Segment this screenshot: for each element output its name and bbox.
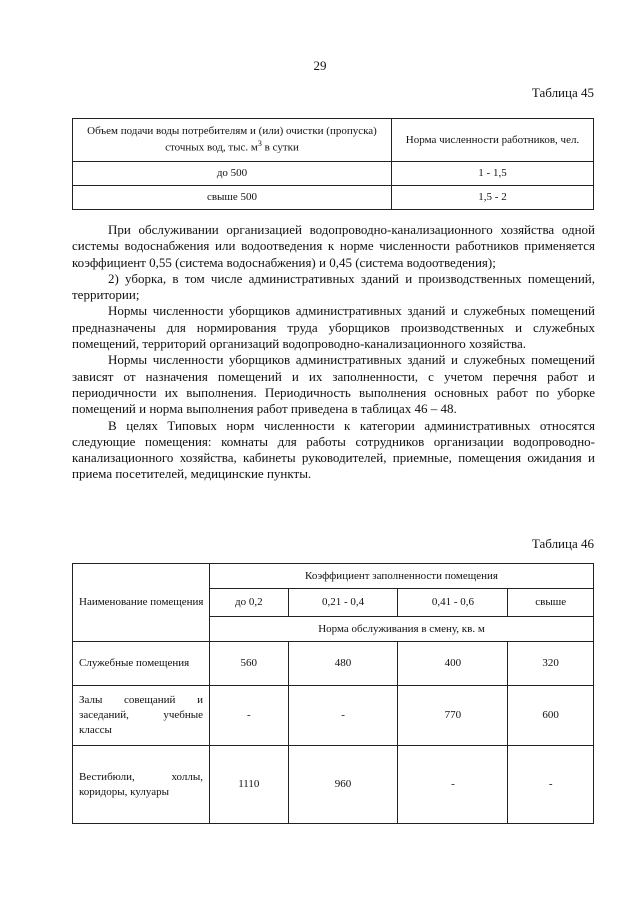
paragraph: Нормы численности уборщиков административных зданий и служебных помещений зависят от назначения помещений и их заполненности, с учетом перечня работ и периодичности их выполнения. Периодичность выполнения основных работ по уборке помещений и норма выполнения работ приведена в таблицах 46 – 48.: [72, 352, 595, 417]
table-46-row-name: Служебные помещения: [73, 642, 210, 686]
table-row: [73, 686, 594, 746]
paragraph: При обслуживании организацией водопроводно-канализационного хозяйства одной системы водоснабжения или водоотведения к норме численности работников применяется коэффициент 0,55 (система водоснабжения) и 0,45 (система водоотведения);: [72, 222, 595, 270]
table-46-header-norm: Норма обслуживания в смену, кв. м: [210, 617, 594, 642]
table-row: [73, 746, 594, 824]
table-45-header-row: [73, 119, 594, 162]
table-46-caption: Таблица 46: [531, 536, 594, 551]
table-cell: 480: [288, 642, 398, 686]
table-46: [72, 563, 594, 824]
table-cell: 960: [288, 746, 398, 824]
table-cell: до 500: [73, 162, 392, 186]
paragraph: Нормы численности уборщиков административных зданий и служебных помещений предназначены для нормирования труда уборщиков производственных и служебных помещений, территорий организаций водопроводно-канализационного хозяйства.: [72, 303, 595, 352]
table-46-header-name: Наименование помещения: [73, 564, 210, 642]
table-46-row-name: Вестибюли, холлы, коридоры, кулуары: [73, 746, 210, 824]
page-number: 29: [313, 58, 327, 73]
table-46-coef-col: свыше: [508, 589, 594, 617]
table-cell: 1110: [210, 746, 289, 824]
table-cell: 770: [398, 686, 508, 746]
table-cell: -: [508, 746, 594, 824]
table-46-coef-col: 0,41 - 0,6: [398, 589, 508, 617]
table-cell: 600: [508, 686, 594, 746]
table-cell: 1,5 - 2: [392, 186, 594, 210]
table-row: [73, 162, 594, 186]
table-cell: 400: [398, 642, 508, 686]
table-cell: свыше 500: [73, 186, 392, 210]
table-45-header-volume: Объем подачи воды потребителям и (или) очистки (пропуска) сточных вод, тыс. $м^3$ в сутки: [73, 119, 392, 162]
table-cell: -: [398, 746, 508, 824]
table-row: [73, 186, 594, 210]
body-text: [72, 222, 595, 483]
table-cell: 560: [210, 642, 289, 686]
table-cell: -: [288, 686, 398, 746]
table-46-row-name: Залы совещаний и заседаний, учебные классы: [73, 686, 210, 746]
table-cell: 1 - 1,5: [392, 162, 594, 186]
table-cell: 320: [508, 642, 594, 686]
table-46-coef-col: до 0,2: [210, 589, 289, 617]
table-cell: -: [210, 686, 289, 746]
table-46-coef-col: 0,21 - 0,4: [288, 589, 398, 617]
paragraph: В целях Типовых норм численности к категории административных относятся следующие помещения: комнаты для работы сотрудников организации водопроводно-канализационного хозяйства, кабинеты руководителей, приемные, помещения ожидания и приема посетителей, медицинские пункты.: [72, 417, 595, 482]
table-45: [72, 118, 594, 210]
paragraph: 2) уборка, в том числе административных зданий и производственных помещений, территории;: [72, 270, 595, 303]
table-46-header-coefficient: Коэффициент заполненности помещения: [210, 564, 594, 589]
table-row: [73, 642, 594, 686]
table-45-header-norm: Норма численности работников, чел.: [392, 119, 594, 162]
table-46-header-row-1: [73, 564, 594, 589]
table-45-caption: Таблица 45: [531, 85, 594, 100]
